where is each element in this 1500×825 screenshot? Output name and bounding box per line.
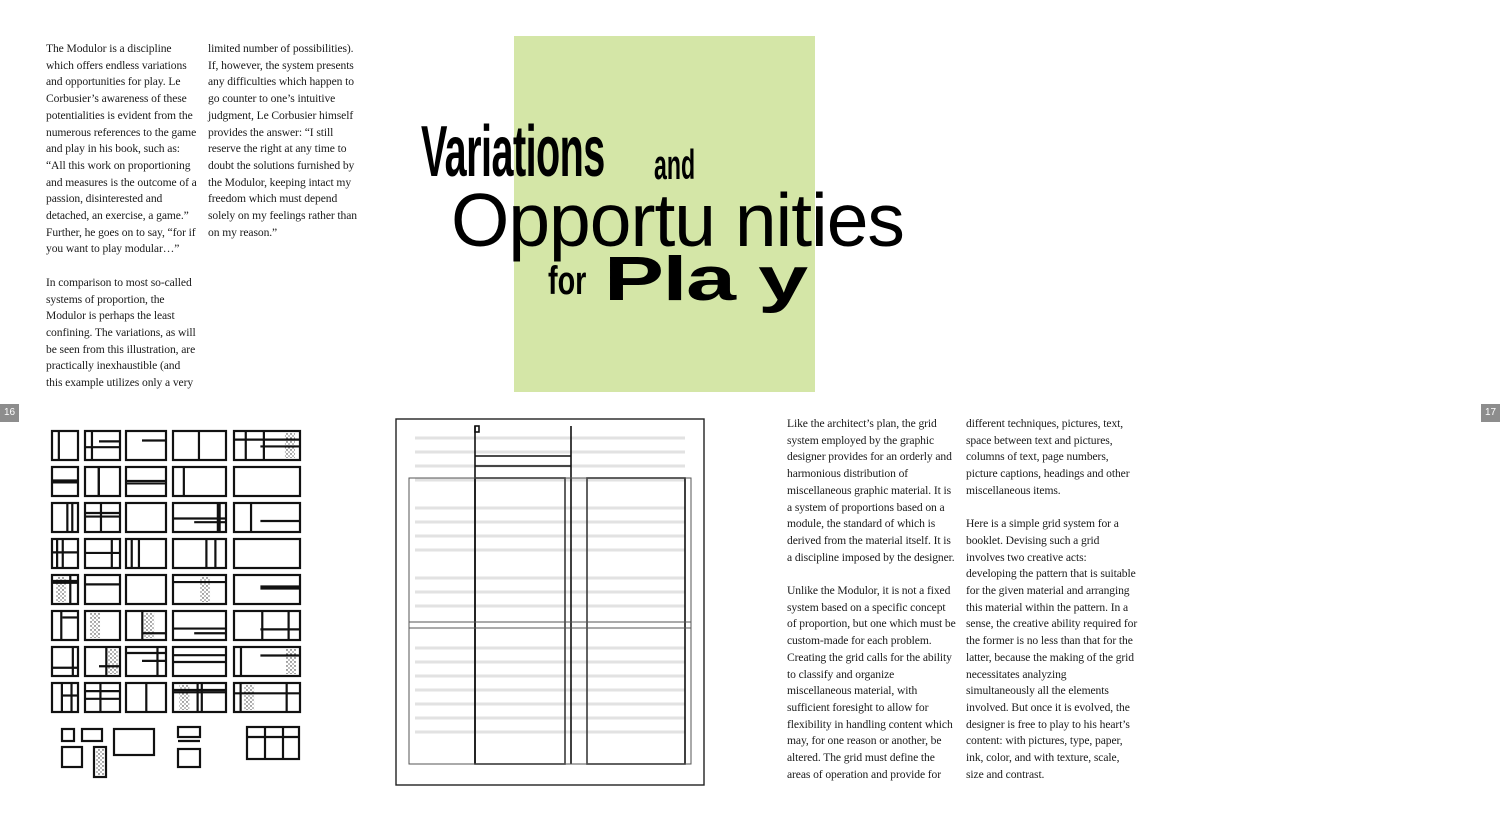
modulor-variation-cell bbox=[126, 431, 166, 460]
modulor-variation-cell bbox=[85, 431, 120, 460]
title-word-variations: Variations bbox=[421, 112, 605, 192]
modulor-variation-cell bbox=[173, 503, 226, 532]
booklet-grid-illustration bbox=[395, 418, 705, 786]
modulor-variation-cell bbox=[234, 431, 300, 460]
paragraph: Like the architect’s plan, the grid system employed by the graphic designer provides for an orderly and harmonious distribution of miscellaneous graphic material. It is a system of proportions based on a module, the standard of which is derived from the material itself. It is a discipline imposed by the designer. bbox=[787, 417, 955, 564]
modulor-variation-cell bbox=[114, 729, 154, 755]
modulor-variation-cell bbox=[85, 539, 120, 568]
modulor-variation-cell bbox=[173, 539, 226, 568]
modulor-variation-cell bbox=[234, 503, 300, 532]
modulor-variation-cell bbox=[234, 575, 300, 604]
modulor-variation-cell bbox=[234, 539, 300, 568]
modulor-variation-cell bbox=[247, 727, 299, 759]
paragraph: limited number of possibilities). If, however, the system presents any difficulties which happen to go counter to one’s intuitive judgment, Le Corbusier himself provides the answer: “I still reserve the right at any time to doubt the solutions furnished by the Modulor, keeping intact my freedom which must depend solely on my feelings rather than on my reason.” bbox=[208, 42, 357, 239]
modulor-variation-cell bbox=[126, 611, 166, 640]
modulor-variation-cell bbox=[173, 647, 226, 676]
modulor-variation-cell bbox=[85, 611, 120, 640]
title-word-play: Pla y bbox=[604, 245, 807, 314]
modulor-variation-cell bbox=[234, 647, 300, 676]
modulor-variation-cell bbox=[52, 503, 78, 532]
modulor-variation-cell bbox=[62, 729, 74, 741]
modulor-variation-cell bbox=[52, 467, 78, 496]
modulor-variation-cell bbox=[126, 467, 166, 496]
title-word-and: and bbox=[654, 141, 696, 188]
modulor-variation-cell bbox=[52, 683, 78, 712]
modulor-variation-cell bbox=[52, 431, 78, 460]
modulor-variation-cell bbox=[173, 431, 226, 460]
left-column-1 bbox=[46, 41, 198, 392]
modulor-variation-cell bbox=[82, 729, 102, 741]
modulor-variation-cell bbox=[62, 747, 82, 767]
title-word-for: for bbox=[548, 259, 587, 303]
modulor-variation-cell bbox=[178, 727, 200, 767]
modulor-variation-cell bbox=[52, 575, 78, 604]
title-word-opportunities: Opportu nities bbox=[451, 178, 904, 262]
modulor-variation-cell bbox=[85, 503, 120, 532]
paragraph: Unlike the Modulor, it is not a fixed system based on a specific concept of proportion, but one which must be custom-made for each problem. Creating the grid calls for the ability to classify and organize miscellaneous material, with sufficient foresight to allow for flexibility in handling content which may, for one reason or another, be altered. The grid must define the areas of operation and provide for bbox=[787, 584, 956, 781]
modulor-variation-cell bbox=[173, 467, 226, 496]
modulor-variation-cell bbox=[126, 575, 166, 604]
modulor-variation-cell bbox=[234, 611, 300, 640]
right-column-2 bbox=[966, 416, 1138, 783]
modulor-variation-cell bbox=[52, 539, 78, 568]
modulor-variation-cell bbox=[85, 683, 120, 712]
paragraph: The Modulor is a discipline which offers endless variations and opportunities for play. Le Corbusier’s awareness of these potentialities is evident from the numerous references to the game and play in his book, such as: “All this work on proportioning and measures is the outcome of a passion, disinterested and detached, an exercise, a game.” Further, he goes on to say, “for if you want to play modular…” bbox=[46, 42, 197, 256]
modulor-variation-cell bbox=[52, 647, 78, 676]
modulor-variation-cell bbox=[173, 683, 226, 712]
modulor-variation-cell bbox=[173, 575, 226, 604]
modulor-variation-cell bbox=[126, 647, 166, 676]
modulor-variation-cell bbox=[52, 611, 78, 640]
modulor-variation-cell bbox=[173, 611, 226, 640]
modulor-variation-cell bbox=[85, 575, 120, 604]
paragraph: different techniques, pictures, text, space between text and pictures, columns of text, page numbers, picture captions, headings and other miscellaneous items. bbox=[966, 417, 1130, 497]
modulor-variation-cell bbox=[126, 539, 166, 568]
paragraph: In comparison to most so-called systems of proportion, the Modulor is perhaps the least confining. The variations, as will be seen from this illustration, are practically inexhaustible (and this example utilizes only a very bbox=[46, 275, 196, 390]
right-column-1 bbox=[787, 416, 957, 783]
modulor-variation-cell bbox=[85, 467, 120, 496]
modulor-variation-cell bbox=[126, 503, 166, 532]
paragraph: Here is a simple grid system for a booklet. Devising such a grid involves two creative acts: developing the pattern that is suitable for the given material and arranging this material within the pattern. In a sense, the creative ability required for the former is no less than that for the latter, because the making of the grid necessitates analyzing simultaneously all the elements involved. But once it is evolved, the designer is free to play to his heart’s content: with pictures, type, paper, ink, color, and with texture, scale, size and contrast. bbox=[966, 517, 1138, 781]
modulor-variations-illustration bbox=[50, 429, 302, 779]
modulor-variation-cell bbox=[234, 683, 300, 712]
modulor-variation-cell bbox=[126, 683, 166, 712]
page-number-right: 17 bbox=[1481, 404, 1500, 422]
page-number-left: 16 bbox=[0, 404, 19, 422]
modulor-variation-cell bbox=[85, 647, 120, 676]
modulor-variation-cell bbox=[234, 467, 300, 496]
left-column-2 bbox=[208, 41, 360, 241]
